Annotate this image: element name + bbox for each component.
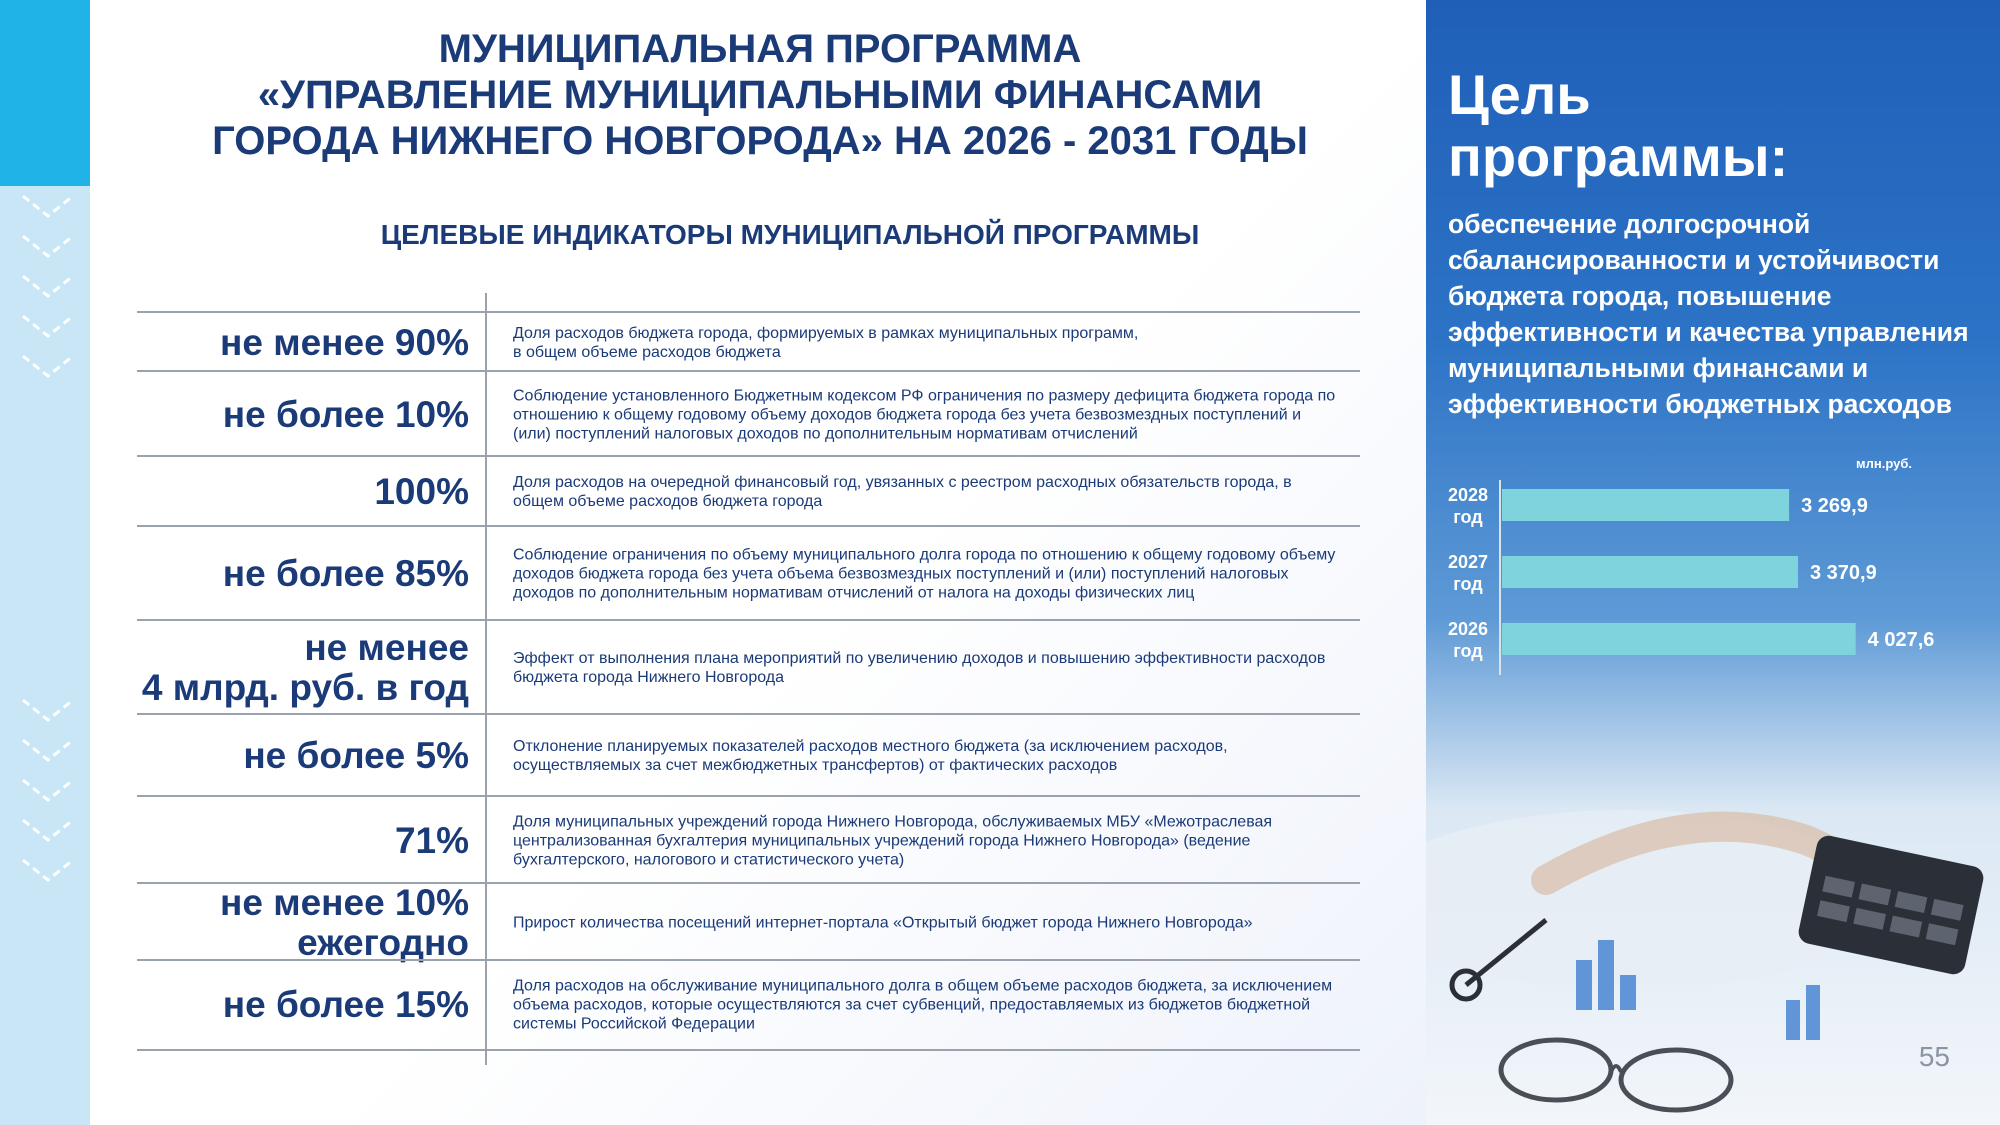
chart-category-label: 2027 xyxy=(1447,552,1489,572)
chart-bar xyxy=(1502,556,1798,588)
table-row xyxy=(137,619,1360,715)
title-line: «УПРАВЛЕНИЕ МУНИЦИПАЛЬНЫМИ ФИНАНСАМИ xyxy=(257,73,1263,117)
goal-line: бюджета города, повышение xyxy=(1448,281,1832,311)
goal-line: эффективности и качества управления xyxy=(1448,317,1969,347)
chevron-decor-icon xyxy=(18,186,78,386)
title-line: МУНИЦИПАЛЬНАЯ ПРОГРАММА xyxy=(438,27,1082,71)
table-row xyxy=(137,959,1360,1051)
goal-line: обеспечение долгосрочной xyxy=(1448,209,1811,239)
left-sidebar-band xyxy=(0,0,90,1125)
indicator-description: Отклонение планируемых показателей расходов местного бюджета (за исключением расходов, осуществляемых за счет межбюджетных трансфертов) от фактических расходов xyxy=(513,738,1228,774)
chart-value-label: 3 269,9 xyxy=(1801,495,1868,517)
chart-category-label: 2028 xyxy=(1447,485,1489,505)
indicator-value: не менее 4 млрд. руб. в год xyxy=(141,627,469,708)
indicator-description: Прирост количества посещений интернет-портала «Открытый бюджет города Нижнего Новгорода» xyxy=(513,914,1253,931)
table-row xyxy=(137,370,1360,457)
goal-line: сбалансированности и устойчивости xyxy=(1448,245,1940,275)
goal-heading-line: Цель xyxy=(1448,63,1591,126)
indicator-value: не более 85% xyxy=(222,553,469,594)
indicator-value: не более 5% xyxy=(243,735,469,776)
indicator-value: 71% xyxy=(394,819,469,861)
indicator-value: не более 10% xyxy=(222,393,469,435)
chart-value-label: 3 370,9 xyxy=(1809,562,1877,584)
title-line: ГОРОДА НИЖНЕГО НОВГОРОДА» НА 2026 - 2031 ГОДЫ xyxy=(212,119,1308,163)
goal-panel xyxy=(1426,0,2000,1125)
page-title xyxy=(130,26,1390,164)
indicator-description: Доля расходов на очередной финансовый год, увязанных с реестром расходных обязательств города, в общем объеме расходов бюджета города xyxy=(513,474,1292,510)
chart-value-label: 4 027,6 xyxy=(1867,629,1935,651)
chart-category-label: год xyxy=(1453,574,1483,594)
table-row xyxy=(137,455,1360,527)
chart-unit-label: млн.руб. xyxy=(1856,456,1912,471)
chart-category-label: год xyxy=(1453,507,1483,527)
chart-category-label: год xyxy=(1453,641,1483,661)
table-row xyxy=(137,713,1360,797)
goal-line: эффективности бюджетных расходов xyxy=(1448,389,1952,419)
chart-bar xyxy=(1502,623,1856,655)
table-row xyxy=(137,795,1360,884)
indicator-description: Эффект от выполнения плана мероприятий по увеличению доходов и повышению эффективности расходов бюджета города Нижнего Новгорода xyxy=(513,650,1326,686)
table-row xyxy=(137,311,1360,372)
indicator-description: Доля расходов бюджета города, формируемых в рамках муниципальных программ, в общем объеме расходов бюджета xyxy=(513,324,1139,361)
section-subtitle: ЦЕЛЕВЫЕ ИНДИКАТОРЫ МУНИЦИПАЛЬНОЙ ПРОГРАММЫ xyxy=(380,219,1200,250)
indicator-value: не менее 90% xyxy=(220,321,469,363)
indicator-description: Соблюдение установленного Бюджетным кодексом РФ ограничения по размеру дефицита бюджета города по отношению к общему годовому объему доходов бюджета города без учета безвозмездных поступлений и (или) поступлений налоговых доходов по дополнительным нормативам отчислений xyxy=(513,387,1336,442)
chart-bar xyxy=(1502,489,1789,521)
indicator-description: Доля расходов на обслуживание муниципального долга в общем объеме расходов бюджета, за исключением объема расходов, которые осуществляются за счет субвенций, предоставляемых из бюджетов бюджетной системы Российской Федерации xyxy=(513,977,1333,1033)
indicator-description: Доля муниципальных учреждений города Нижнего Новгорода, обслуживаемых МБУ «Межотраслевая централизованная бухгалтерия муниципальных учреждений города Нижнего Новгорода» (ведение бухгалтерского, налогового и статистического учета) xyxy=(513,813,1273,868)
goal-line: муниципальными финансами и xyxy=(1448,353,1869,383)
budget-bar-chart xyxy=(1426,0,2000,700)
goal-heading-line: программы: xyxy=(1448,125,1789,188)
indicator-description: Соблюдение ограничения по объему муниципального долга города по отношению к общему годовому объему доходов бюджета города без учета объема безвозмездных поступлений и (или) поступлений налоговых доходов по дополнительным нормативам отчислений от налога на доходы физических лиц xyxy=(513,546,1336,602)
page-number: 55 xyxy=(1918,1041,1950,1072)
table-row xyxy=(137,525,1360,621)
indicator-value: не менее 10% ежегодно xyxy=(220,881,469,963)
left-sidebar-accent xyxy=(0,0,90,186)
indicator-value: не более 15% xyxy=(222,984,469,1025)
chart-category-label: 2026 xyxy=(1447,619,1489,639)
table-row xyxy=(137,882,1360,961)
chevron-decor-icon xyxy=(18,690,78,890)
indicator-value: 100% xyxy=(374,471,469,512)
